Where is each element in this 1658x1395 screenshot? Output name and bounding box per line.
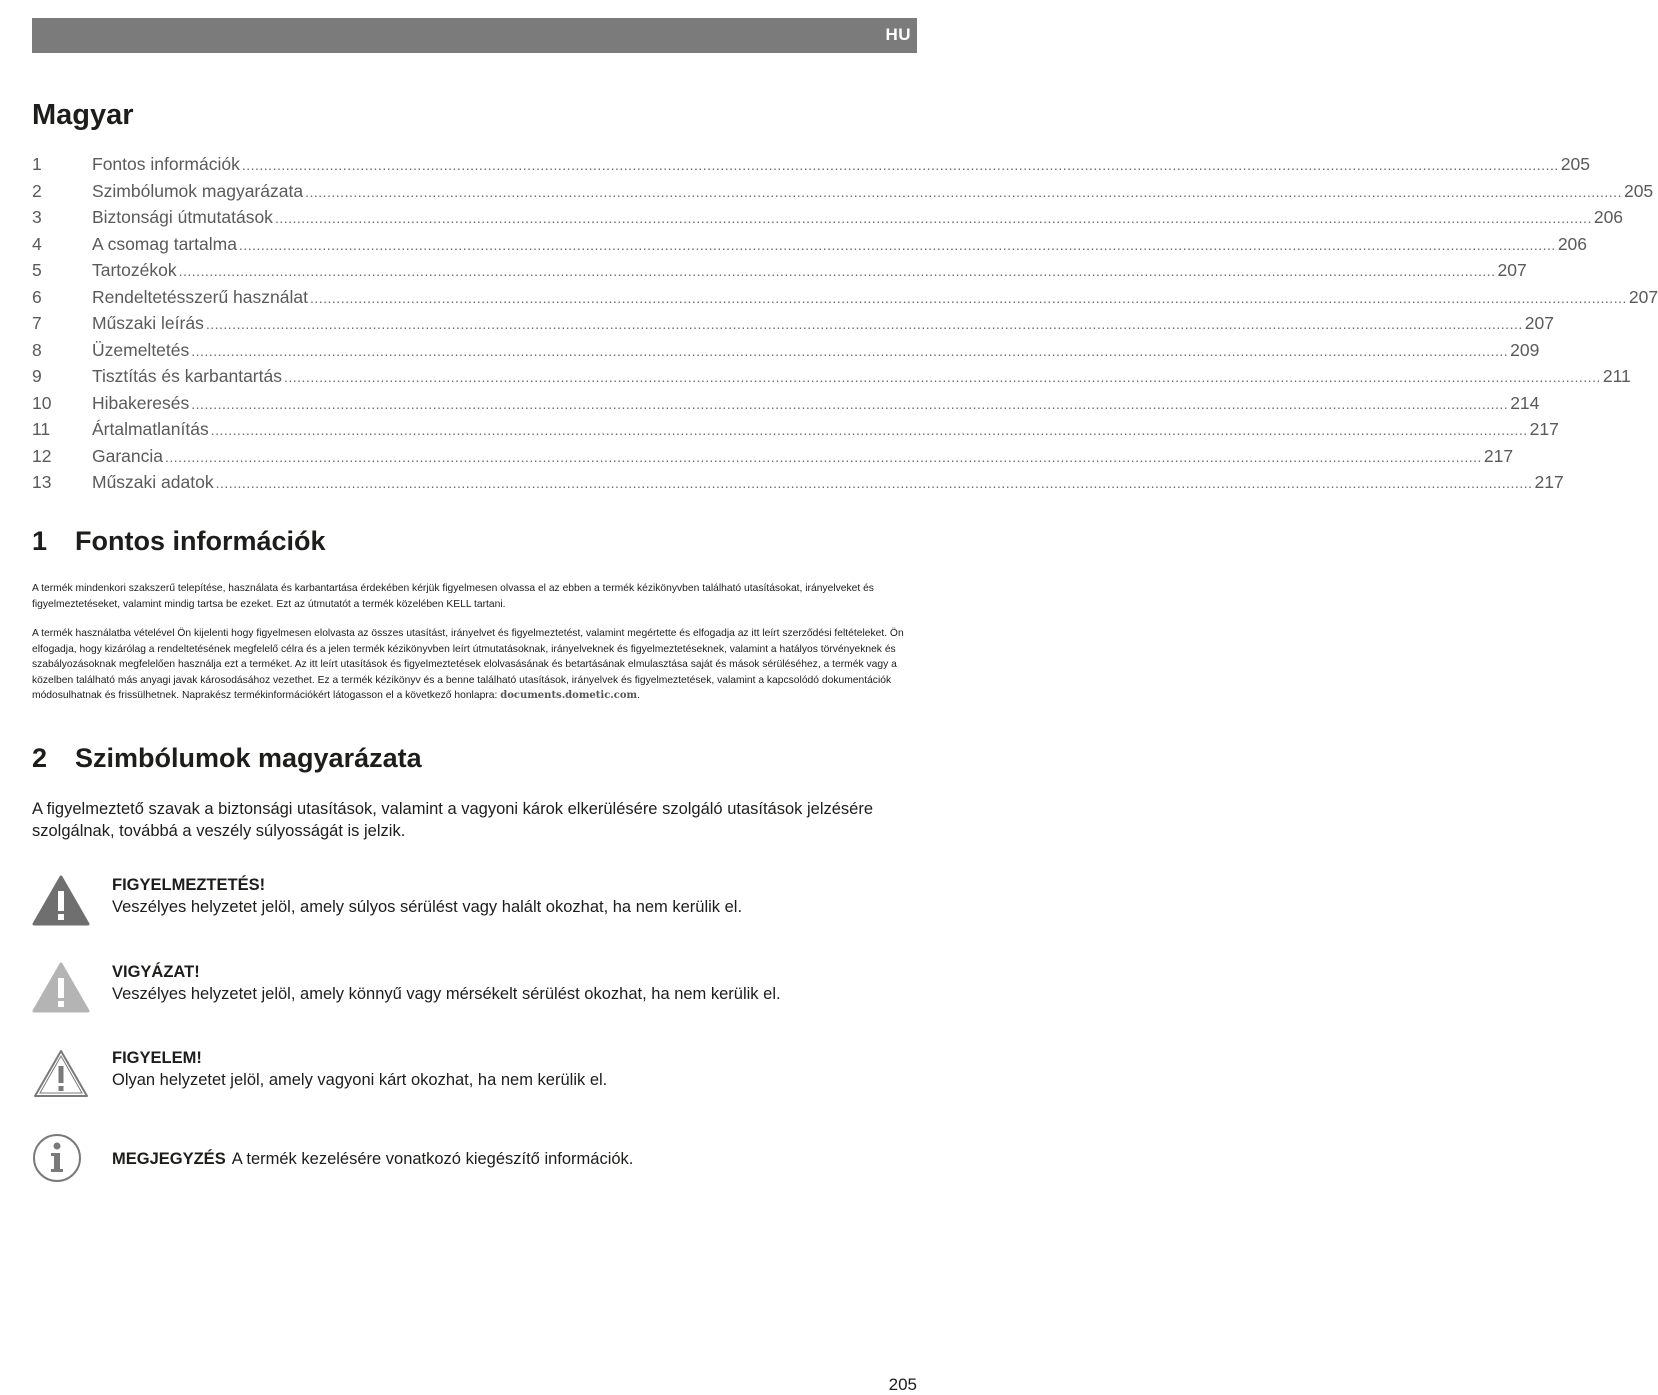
- toc-entry-number: 10: [32, 392, 52, 413]
- toc-leader-dots: ............................................................................................................................................................................................................................................................................................................: [305, 183, 1622, 200]
- toc-entry-title: Üzemeltetés: [92, 339, 190, 360]
- toc-leader-dots: ............................................................................................................................................................................................................................................................................................................: [205, 316, 1523, 332]
- section-2-heading: [32, 743, 422, 774]
- toc-entry-title: Tartozékok: [92, 260, 177, 280]
- section-title: Szimbólumok magyarázata: [75, 743, 422, 773]
- notice-label: FIGYELEM!: [112, 1049, 202, 1067]
- toc-entry-title: A csomag tartalma: [92, 233, 237, 254]
- toc-entry[interactable]: [32, 339, 1540, 367]
- toc-entry-page: 214: [1510, 392, 1540, 413]
- toc-leader-dots: ............................................................................................................................................................................................................................................................................................................: [215, 475, 1533, 491]
- toc-entry-page: 217: [1534, 472, 1564, 492]
- toc-entry-number: 8: [32, 339, 42, 360]
- toc-entry-number: 1: [32, 154, 42, 174]
- section-1-paragraph-1: A termék mindenkori szakszerű telepítése, használata és karbantartása érdekében kérjük figyelmesen olvassa el az ebben a termék kézikönyvben található utasításokat, irányelveket és figyelmeztetéseket, valamint mindig tartsa be ezeket. Ezt az útmutatót a termék közelében KELL tartani.: [32, 583, 874, 610]
- toc-entry[interactable]: [32, 392, 1540, 420]
- toc-entry-title: Garancia: [92, 445, 164, 466]
- toc-entry-title: Műszaki leírás: [92, 313, 204, 333]
- toc-leader-dots: ............................................................................................................................................................................................................................................................................................................: [165, 448, 1482, 465]
- documents-link[interactable]: documents.dometic.com: [500, 690, 638, 701]
- warning-triangle-icon: [32, 874, 90, 928]
- language-code: HU: [885, 25, 911, 44]
- header-bar: [32, 18, 917, 53]
- toc-entry-number: 5: [32, 260, 42, 280]
- section-number: 2: [32, 743, 48, 773]
- section-title: Fontos információk: [75, 526, 326, 556]
- notice-triangle-icon: [32, 1047, 90, 1101]
- caution-label: VIGYÁZAT!: [112, 963, 200, 981]
- info-circle-icon: [32, 1133, 90, 1187]
- toc-entry[interactable]: [32, 154, 1590, 181]
- note-description: A termék kezelésére vonatkozó kiegészítő információk.: [231, 1150, 634, 1168]
- toc-entry-title: Rendeltetésszerű használat: [92, 286, 308, 307]
- toc-leader-dots: ............................................................................................................................................................................................................................................................................................................: [241, 157, 1559, 173]
- toc-leader-dots: ............................................................................................................................................................................................................................................................................................................: [191, 342, 1509, 359]
- toc-entry-number: 7: [32, 313, 42, 333]
- toc-leader-dots: ............................................................................................................................................................................................................................................................................................................: [178, 263, 1496, 279]
- paragraph-text: A termék használatba vételével Ön kijelenti hogy figyelmesen elolvasta az összes utasítást, irányelvet és figyelmeztetést, valamint megértette és elfogadja az itt leírt szerződési feltételeket. Ön elfogadja, hogy kizárólag a rendeltetésének megfelelő célra és a jelen termék kézikönyvben leírt útmutatásoknak, irányelveknek és figyelmeztetéseknek, valamint a hatályos törvényeknek és szabályozásoknak megfelelően használja ezt a terméket. Az itt leírt utasítások és figyelmeztetések elolvasásának és betartásának elmulasztása saját és mások sérüléséhez, a termék vagy a közelben található más anyagi javak károsodásához vezethet. Ez a termék kézikönyv és a benne található utasítások, irányelvek és figyelmeztetések, valamint a kapcsolódó dokumentációk módosulhatnak és frissülhetnek. Naprakész termékinformációkért látogasson el a következő honlapra:: [32, 628, 904, 701]
- toc-entry[interactable]: [32, 180, 1654, 208]
- toc-entry-number: 9: [32, 366, 42, 386]
- toc-entry-title: Műszaki adatok: [92, 472, 214, 492]
- toc-entry-page: 206: [1593, 207, 1624, 227]
- toc-entry-number: 6: [32, 286, 42, 307]
- paragraph-end: .: [637, 690, 640, 701]
- toc-leader-dots: ............................................................................................................................................................................................................................................................................................................: [274, 210, 1592, 226]
- toc-entry-page: 211: [1602, 366, 1631, 386]
- toc-leader-dots: ............................................................................................................................................................................................................................................................................................................: [210, 422, 1528, 438]
- notice-text: [112, 1047, 607, 1091]
- toc-entry-title: Tisztítás és karbantartás: [92, 366, 282, 386]
- toc-entry-title: Hibakeresés: [92, 392, 190, 413]
- caution-text: [112, 961, 781, 1005]
- toc-entry-number: 12: [32, 445, 52, 466]
- caution-triangle-icon: [32, 961, 90, 1015]
- toc-entry-number: 2: [32, 180, 42, 201]
- note-text: [112, 1148, 633, 1170]
- toc-entry[interactable]: [32, 233, 1588, 261]
- toc-entry[interactable]: [32, 207, 1624, 234]
- toc-leader-dots: ............................................................................................................................................................................................................................................................................................................: [283, 369, 1601, 385]
- toc-entry-page: 217: [1483, 445, 1514, 466]
- toc-entry-title: Biztonsági útmutatások: [92, 207, 273, 227]
- section-1-paragraph-2: [32, 626, 912, 704]
- toc-leader-dots: ............................................................................................................................................................................................................................................................................................................: [309, 289, 1627, 306]
- section-2-intro: A figyelmeztető szavak a biztonsági utasítások, valamint a vagyoni károk elkerülésére szolgáló utasítások jelzésére szolgálnak, továbbá a veszély súlyosságát is jelzik.: [32, 800, 874, 840]
- toc-entry[interactable]: [32, 366, 1631, 393]
- toc-entry-title: Fontos információk: [92, 154, 240, 174]
- caution-description: Veszélyes helyzetet jelöl, amely könnyű vagy mérsékelt sérülést okozhat, ha nem kerülik el.: [112, 985, 781, 1003]
- toc-entry[interactable]: [32, 472, 1564, 499]
- note-label: MEGJEGYZÉS: [112, 1150, 226, 1168]
- toc-entry-page: 205: [1560, 154, 1590, 174]
- toc-entry-page: 207: [1497, 260, 1527, 280]
- toc-entry[interactable]: [32, 286, 1658, 314]
- toc-entry[interactable]: [32, 445, 1514, 473]
- toc-leader-dots: ............................................................................................................................................................................................................................................................................................................: [238, 236, 1556, 253]
- notice-description: Olyan helyzetet jelöl, amely vagyoni kárt okozhat, ha nem kerülik el.: [112, 1071, 608, 1089]
- toc-entry-number: 4: [32, 233, 42, 254]
- toc-entry-page: 205: [1623, 180, 1654, 201]
- table-of-contents: [32, 154, 1658, 499]
- toc-entry-page: 206: [1557, 233, 1588, 254]
- toc-entry-title: Ártalmatlanítás: [92, 419, 209, 439]
- toc-entry[interactable]: [32, 313, 1554, 340]
- section-1-heading: [32, 526, 326, 557]
- page-number: 205: [888, 1375, 917, 1394]
- toc-entry-number: 11: [32, 419, 51, 439]
- toc-entry-number: 13: [32, 472, 52, 492]
- warning-text: [112, 874, 742, 918]
- section-number: 1: [32, 526, 48, 556]
- toc-entry-page: 207: [1628, 286, 1658, 307]
- page-title: Magyar: [32, 99, 134, 131]
- toc-entry-title: Szimbólumok magyarázata: [92, 180, 304, 201]
- toc-entry-number: 3: [32, 207, 42, 227]
- warning-label: FIGYELMEZTETÉS!: [112, 876, 266, 894]
- toc-entry-page: 207: [1524, 313, 1554, 333]
- warning-description: Veszélyes helyzetet jelöl, amely súlyos sérülést vagy halált okozhat, ha nem kerülik el.: [112, 898, 743, 916]
- toc-entry-page: 209: [1510, 339, 1540, 360]
- toc-leader-dots: ............................................................................................................................................................................................................................................................................................................: [191, 395, 1509, 412]
- toc-entry[interactable]: [32, 260, 1527, 287]
- toc-entry[interactable]: [32, 419, 1559, 446]
- toc-entry-page: 217: [1529, 419, 1559, 439]
